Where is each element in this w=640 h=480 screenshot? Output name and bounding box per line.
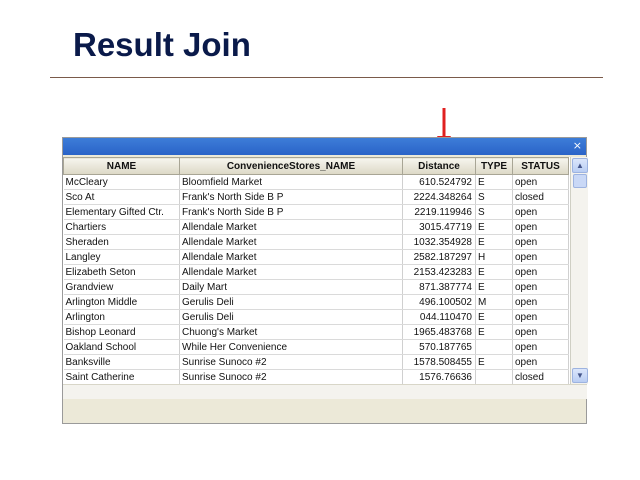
cell-distance[interactable]: 2153.423283: [403, 265, 476, 280]
cell-name[interactable]: Chartiers: [64, 220, 180, 235]
cell-distance[interactable]: 2224.348264: [403, 190, 476, 205]
cell-type[interactable]: E: [476, 265, 513, 280]
cell-name[interactable]: Oakland School: [64, 340, 180, 355]
cell-type[interactable]: E: [476, 325, 513, 340]
scroll-thumb[interactable]: [573, 174, 587, 188]
cell-store-name[interactable]: Allendale Market: [180, 220, 403, 235]
close-icon[interactable]: ×: [572, 139, 582, 152]
cell-name[interactable]: Langley: [64, 250, 180, 265]
table-row[interactable]: [64, 205, 569, 220]
result-grid: [63, 157, 569, 384]
cell-name[interactable]: Elementary Gifted Ctr.: [64, 205, 180, 220]
column-header-distance[interactable]: Distance: [403, 158, 476, 175]
cell-store-name[interactable]: Frank's North Side B P: [180, 205, 403, 220]
cell-type[interactable]: E: [476, 235, 513, 250]
table-row[interactable]: [64, 265, 569, 280]
cell-type[interactable]: [476, 370, 513, 385]
cell-type[interactable]: E: [476, 175, 513, 190]
cell-name[interactable]: Sco At: [64, 190, 180, 205]
column-header-name[interactable]: NAME: [64, 158, 180, 175]
table-row[interactable]: [64, 370, 569, 385]
table-row[interactable]: [64, 250, 569, 265]
cell-store-name[interactable]: Frank's North Side B P: [180, 190, 403, 205]
cell-distance[interactable]: 044.110470: [403, 310, 476, 325]
window-footer: [63, 384, 587, 399]
cell-status[interactable]: open: [513, 295, 569, 310]
cell-type[interactable]: H: [476, 250, 513, 265]
cell-type[interactable]: S: [476, 205, 513, 220]
cell-distance[interactable]: 2219.119946: [403, 205, 476, 220]
cell-status[interactable]: open: [513, 235, 569, 250]
cell-store-name[interactable]: Allendale Market: [180, 265, 403, 280]
cell-store-name[interactable]: Sunrise Sunoco #2: [180, 370, 403, 385]
cell-status[interactable]: open: [513, 220, 569, 235]
cell-distance[interactable]: 570.187765: [403, 340, 476, 355]
cell-name[interactable]: Arlington Middle: [64, 295, 180, 310]
cell-name[interactable]: Arlington: [64, 310, 180, 325]
table-row[interactable]: [64, 280, 569, 295]
cell-status[interactable]: open: [513, 250, 569, 265]
result-table-window: [62, 137, 587, 424]
table-row[interactable]: [64, 220, 569, 235]
cell-status[interactable]: open: [513, 205, 569, 220]
table-row[interactable]: [64, 325, 569, 340]
cell-name[interactable]: Grandview: [64, 280, 180, 295]
cell-status[interactable]: closed: [513, 370, 569, 385]
cell-type[interactable]: E: [476, 310, 513, 325]
table-row[interactable]: [64, 295, 569, 310]
attribute-table: [63, 157, 570, 384]
cell-name[interactable]: Elizabeth Seton: [64, 265, 180, 280]
cell-status[interactable]: open: [513, 310, 569, 325]
cell-status[interactable]: open: [513, 280, 569, 295]
column-header-type[interactable]: TYPE: [476, 158, 513, 175]
cell-name[interactable]: Banksville: [64, 355, 180, 370]
cell-store-name[interactable]: While Her Convenience: [180, 340, 403, 355]
cell-type[interactable]: E: [476, 280, 513, 295]
cell-status[interactable]: open: [513, 355, 569, 370]
cell-distance[interactable]: 1576.76636: [403, 370, 476, 385]
cell-store-name[interactable]: Bloomfield Market: [180, 175, 403, 190]
cell-store-name[interactable]: Sunrise Sunoco #2: [180, 355, 403, 370]
cell-store-name[interactable]: Chuong's Market: [180, 325, 403, 340]
cell-store-name[interactable]: Daily Mart: [180, 280, 403, 295]
cell-distance[interactable]: 1965.483768: [403, 325, 476, 340]
page-title: Result Join: [73, 26, 251, 63]
scroll-down-icon[interactable]: ▼: [572, 368, 588, 383]
column-header-status[interactable]: STATUS: [513, 158, 569, 175]
cell-distance[interactable]: 871.387774: [403, 280, 476, 295]
table-row[interactable]: [64, 190, 569, 205]
table-row[interactable]: [64, 235, 569, 250]
cell-store-name[interactable]: Allendale Market: [180, 235, 403, 250]
cell-status[interactable]: open: [513, 325, 569, 340]
cell-name[interactable]: Sheraden: [64, 235, 180, 250]
window-titlebar: [63, 138, 586, 155]
scroll-up-icon[interactable]: ▲: [572, 158, 588, 173]
cell-distance[interactable]: 2582.187297: [403, 250, 476, 265]
table-row[interactable]: [64, 310, 569, 325]
vertical-scrollbar[interactable]: [570, 157, 588, 384]
table-row[interactable]: [64, 175, 569, 190]
cell-type[interactable]: E: [476, 220, 513, 235]
cell-status[interactable]: closed: [513, 190, 569, 205]
cell-name[interactable]: McCleary: [64, 175, 180, 190]
cell-distance[interactable]: 610.524792: [403, 175, 476, 190]
cell-store-name[interactable]: Gerulis Deli: [180, 310, 403, 325]
cell-distance[interactable]: 1032.354928: [403, 235, 476, 250]
cell-distance[interactable]: 1578.508455: [403, 355, 476, 370]
cell-type[interactable]: S: [476, 190, 513, 205]
cell-type[interactable]: E: [476, 355, 513, 370]
table-row[interactable]: [64, 340, 569, 355]
cell-store-name[interactable]: Gerulis Deli: [180, 295, 403, 310]
cell-status[interactable]: open: [513, 340, 569, 355]
cell-type[interactable]: M: [476, 295, 513, 310]
cell-status[interactable]: open: [513, 265, 569, 280]
cell-status[interactable]: open: [513, 175, 569, 190]
cell-distance[interactable]: 496.100502: [403, 295, 476, 310]
cell-distance[interactable]: 3015.47719: [403, 220, 476, 235]
cell-type[interactable]: [476, 340, 513, 355]
cell-name[interactable]: Bishop Leonard: [64, 325, 180, 340]
cell-name[interactable]: Saint Catherine: [64, 370, 180, 385]
header-row: [64, 158, 569, 175]
table-row[interactable]: [64, 355, 569, 370]
title-divider: [50, 77, 603, 78]
cell-store-name[interactable]: Allendale Market: [180, 250, 403, 265]
column-header-store-name[interactable]: ConvenienceStores_NAME: [180, 158, 403, 175]
